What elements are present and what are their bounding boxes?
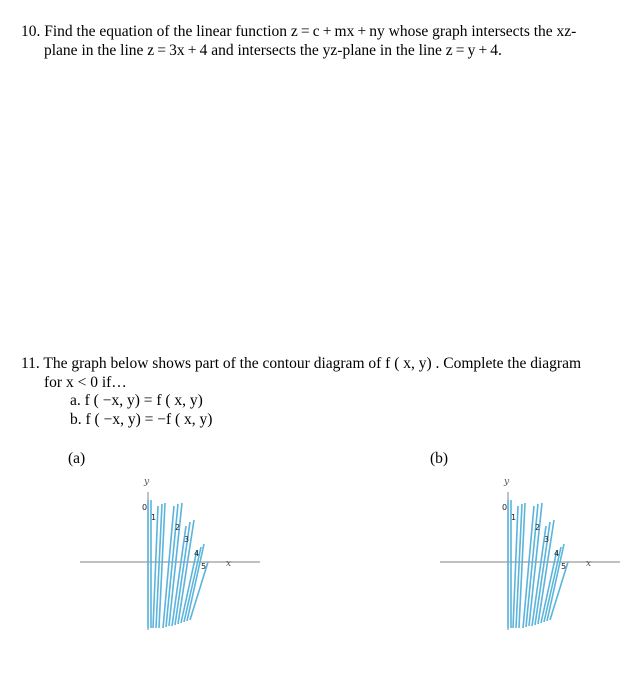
part-a-condition: a. f ( −x, y) = f ( x, y) (70, 392, 203, 409)
contour-label-2: 2 (175, 523, 181, 532)
contour-label-4: 4 (554, 549, 560, 558)
contour-label-2: 2 (535, 523, 541, 532)
contour-label-0: 0 (502, 503, 508, 512)
problem-10 (21, 22, 621, 60)
y-axis-label: y (144, 477, 150, 487)
contour-label-3: 3 (544, 535, 550, 544)
contour-label-5: 5 (201, 562, 207, 571)
contour-label-1: 1 (151, 513, 157, 522)
problem-11-line-2: for x < 0 if… (44, 374, 127, 391)
part-b-condition: b. f ( −x, y) = −f ( x, y) (70, 411, 213, 428)
problem-10-line-1: 10. Find the equation of the linear function z = c + mx + ny whose graph intersects the xz- (21, 23, 577, 40)
problem-10-line-2: plane in the line z = 3x + 4 and intersects the yz-plane in the line z = y + 4. (44, 42, 502, 59)
label-a: (a) (68, 450, 86, 467)
contour-label-3: 3 (184, 535, 190, 544)
contour-label-1: 1 (511, 513, 517, 522)
contour-label-5: 5 (561, 562, 567, 571)
x-axis-label: x (226, 559, 232, 569)
y-axis-label: y (504, 477, 510, 487)
contour-plot-a (70, 470, 270, 640)
x-axis-label: x (586, 559, 592, 569)
contour-label-4: 4 (194, 549, 200, 558)
problem-11 (21, 354, 631, 392)
contour-label-0: 0 (142, 503, 148, 512)
problem-11-line-1: 11. The graph below shows part of the contour diagram of f ( x, y) . Complete the diagram (21, 355, 582, 372)
contour-plot-b (430, 470, 630, 640)
label-b: (b) (430, 450, 449, 467)
